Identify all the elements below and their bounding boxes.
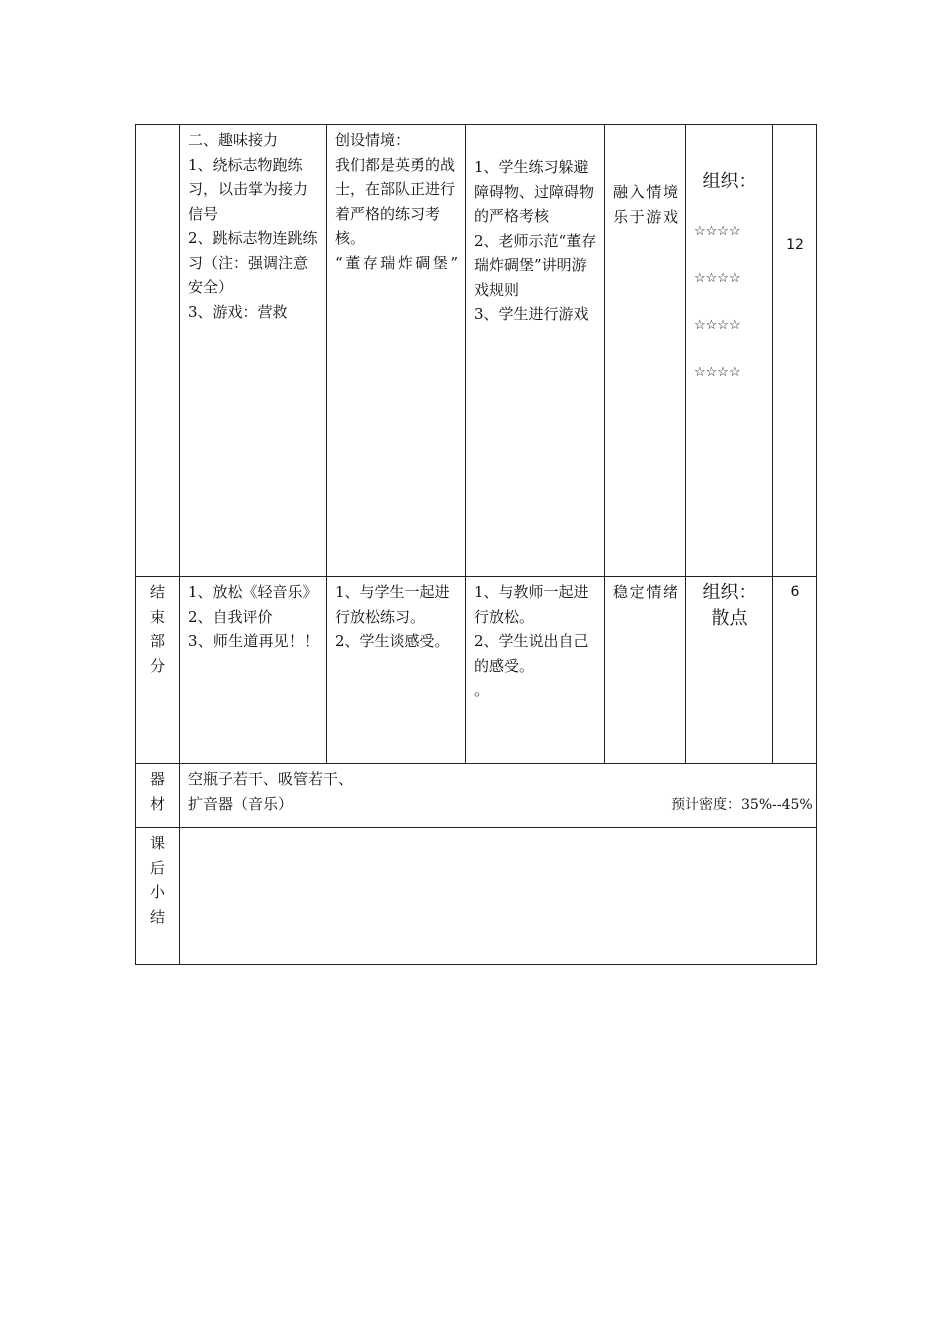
student-line: 1、学生练习躲避障碍物、过障碍物的严格考核	[474, 158, 595, 225]
density-text: 预计密度：35%--45%	[671, 797, 813, 813]
equipment-line: 扩音器（音乐）	[188, 794, 294, 813]
label-char: 分	[149, 656, 165, 675]
content-line: 3、师生道再见！！	[188, 632, 319, 650]
end-content-cell	[180, 577, 327, 764]
teacher-line: 我们都是英勇的战士，在部队正进行着严格的练习考核。	[335, 155, 456, 247]
activity-teacher-cell	[327, 125, 466, 577]
label-char: 束	[149, 607, 165, 626]
activity-label-cell	[136, 125, 180, 577]
label-char: 结	[149, 583, 165, 601]
label-char: 器	[149, 770, 165, 788]
summary-row	[136, 828, 817, 965]
summary-content-cell	[180, 828, 817, 965]
mood-text: 稳定情绪	[613, 583, 678, 601]
student-line: 2、学生说出自己的感受。	[474, 632, 589, 675]
content-line: 1、绕标志物跑练习，以击掌为接力信号	[188, 155, 309, 223]
student-line: 。	[474, 681, 490, 699]
formation-stars	[694, 208, 765, 396]
end-teacher-cell	[327, 577, 466, 764]
teacher-line: “董存瑞炸碉堡”	[335, 253, 458, 272]
summary-label-cell	[136, 828, 180, 965]
star-row: ☆☆☆☆	[694, 271, 741, 286]
star-row: ☆☆☆☆	[694, 224, 741, 239]
teacher-line: 1、与学生一起进行放松练习。	[335, 583, 450, 626]
equipment-label-cell	[136, 764, 180, 828]
star-row: ☆☆☆☆	[694, 365, 741, 380]
mood-line: 乐于游戏	[613, 207, 678, 226]
label-char: 材	[149, 794, 165, 813]
content-line: 1、放松《轻音乐》	[188, 583, 318, 601]
label-char: 结	[149, 907, 165, 926]
activity-row	[136, 125, 817, 577]
activity-organization-cell	[686, 125, 773, 577]
content-line: 2、自我评价	[188, 607, 273, 626]
organization-title: 组织：	[702, 582, 757, 603]
label-char: 部	[149, 632, 165, 650]
teacher-line: 2、学生谈感受。	[335, 632, 450, 650]
organization-value: 散点	[711, 608, 748, 629]
end-mood-cell	[605, 577, 686, 764]
label-char: 课	[149, 834, 165, 852]
activity-content-cell	[180, 125, 327, 577]
equipment-row	[136, 764, 817, 828]
end-row	[136, 577, 817, 764]
activity-student-cell	[466, 125, 605, 577]
activity-minutes: 12	[773, 125, 817, 577]
label-char: 后	[149, 858, 165, 877]
end-organization-cell	[686, 577, 773, 764]
star-row: ☆☆☆☆	[694, 318, 741, 333]
activity-mood-cell	[605, 125, 686, 577]
content-line: 2、跳标志物连跳练习（注：强调注意安全）	[188, 229, 318, 296]
lesson-plan-table	[135, 124, 817, 965]
teacher-line: 创设情境：	[335, 131, 411, 149]
end-student-cell	[466, 577, 605, 764]
student-line: 2、老师示范“董存瑞炸碉堡”讲明游戏规则	[474, 231, 597, 299]
content-line: 3、游戏：营救	[188, 302, 288, 321]
equipment-line: 空瓶子若干、吸管若干、	[188, 770, 354, 788]
student-line: 3、学生进行游戏	[474, 305, 589, 323]
content-line: 二、趣味接力	[188, 131, 279, 149]
end-minutes: 6	[773, 577, 817, 764]
student-line: 1、与教师一起进行放松。	[474, 583, 589, 626]
label-char: 小	[149, 883, 165, 901]
organization-title: 组织：	[702, 171, 757, 192]
equipment-cell	[180, 764, 817, 828]
mood-line: 融入情境	[613, 183, 678, 201]
end-label-cell	[136, 577, 180, 764]
